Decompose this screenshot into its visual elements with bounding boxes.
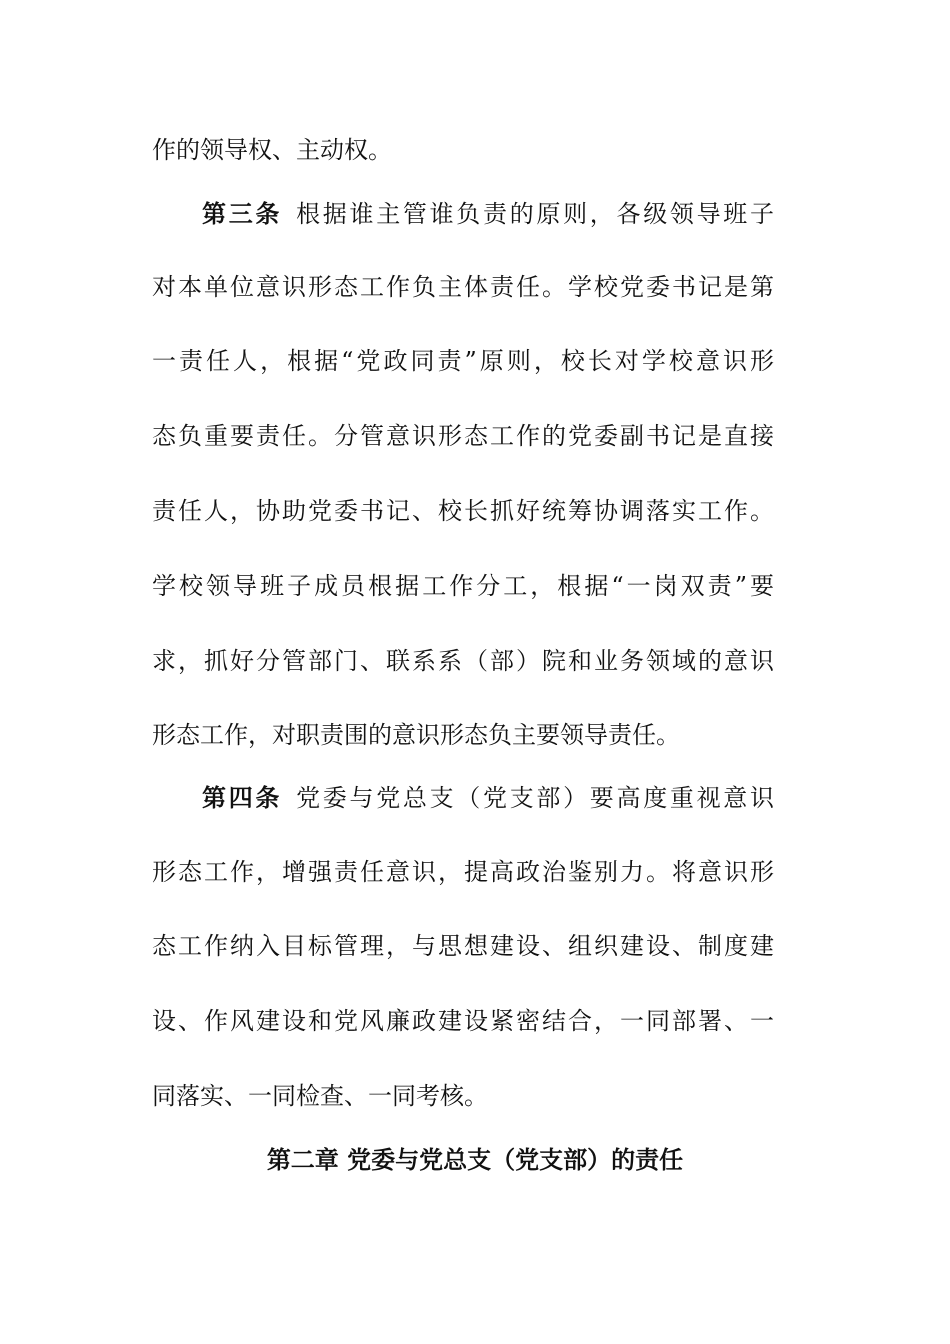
paragraph-continuation-line: 作的领导权、主动权。 [152,136,392,164]
article-3-line: 态负重要责任。分管意识形态工作的党委副书记是直接 [152,422,774,450]
article-4-line: 形态工作，增强责任意识，提高政治鉴别力。将意识形 [152,858,774,886]
article-3-line: 责任人，协助党委书记、校长抓好统筹协调落实工作。 [152,497,774,525]
article-4-first-line [202,778,774,818]
article-4-line: 态工作纳入目标管理，与思想建设、组织建设、制度建 [152,932,774,960]
article-3-line: 学校领导班子成员根据工作分工，根据“一岗双责”要 [152,572,774,600]
article-3-line: 求，抓好分管部门、联系系（部）院和业务领域的意识 [152,647,774,675]
article-3-line: 形态工作，对职责围的意识形态负主要领导责任。 [152,721,680,749]
chapter-heading: 第二章 党委与党总支（党支部）的责任 [266,1145,684,1174]
article-4-label: 第四条 [202,783,283,812]
article-3-first-line-text: 根据谁主管谁负责的原则，各级领导班子 [296,200,774,228]
article-3-label: 第三条 [202,199,283,228]
article-3-line: 一责任人，根据“党政同责”原则，校长对学校意识形 [152,347,774,375]
article-4-line: 同落实、一同检查、一同考核。 [152,1082,488,1110]
article-4-line: 设、作风建设和党风廉政建设紧密结合，一同部署、一 [152,1007,774,1035]
article-4-first-line-text: 党委与党总支（党支部）要高度重视意识 [296,784,774,812]
article-3-line: 对本单位意识形态工作负主体责任。学校党委书记是第 [152,273,774,301]
article-3-first-line [202,194,774,234]
